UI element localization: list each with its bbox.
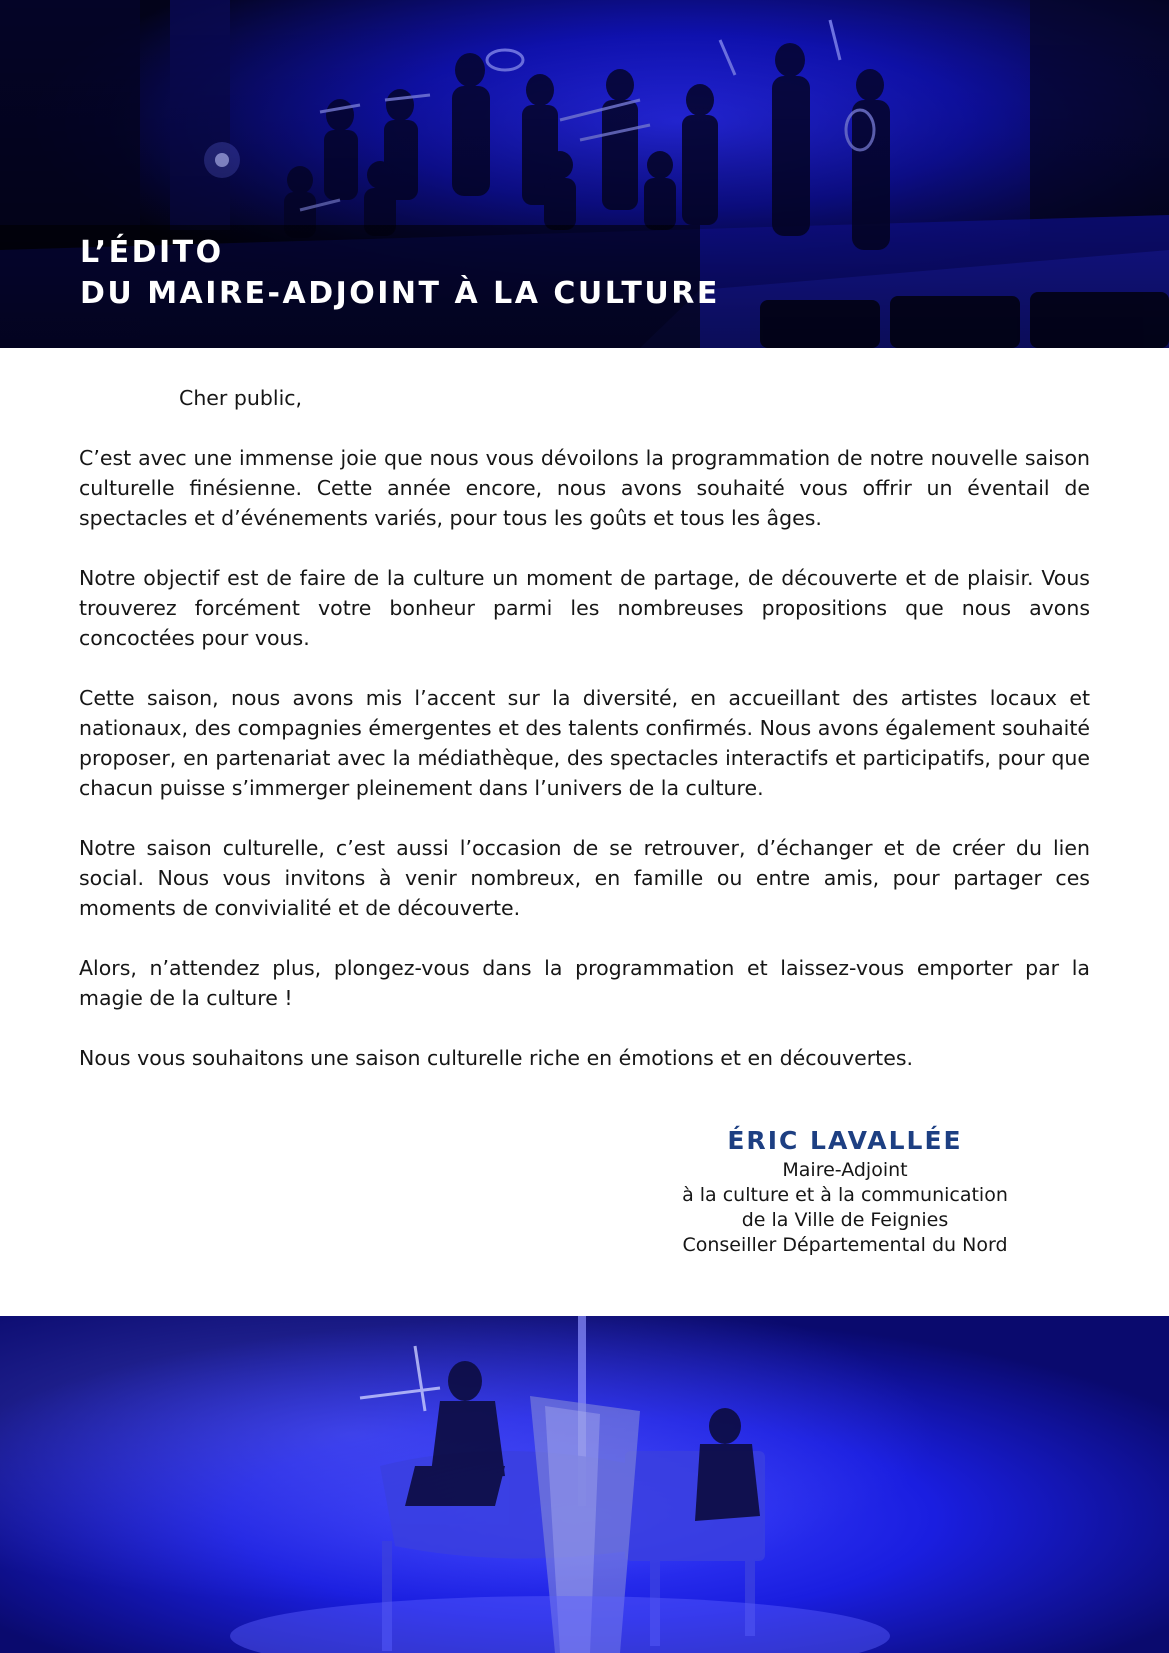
paragraph: Notre saison culturelle, c’est aussi l’occasion de se retrouver, d’échanger et de créer du lien social. Nous vous invitons à venir nombreux, en famille ou entre amis, pour partager ces moments de convivialité et de découverte.: [79, 836, 1090, 920]
paragraph: C’est avec une immense joie que nous vous dévoilons la programmation de notre nouvelle saison culturelle finésienne. Cette année encore, nous avons souhaité vous offrir un éventail de spectacles et d’événements variés, pour tous les goûts et tous les âges.: [79, 446, 1090, 530]
paragraph: Nous vous souhaitons une saison culturelle riche en émotions et en découvertes.: [79, 1046, 914, 1070]
title-line-1: L’ÉDITO: [80, 235, 224, 270]
violin-piano-stage-photo: [0, 1316, 1169, 1653]
signatory-mandate: Conseiller Départemental du Nord: [682, 1234, 1008, 1256]
paragraph: Cette saison, nous avons mis l’accent sur la diversité, en accueillant des artistes locaux et nationaux, des compagnies émergentes et des talents confirmés. Nous avons également souhaité proposer, en partenariat avec la médiathèque, des spectacles interactifs et participatifs, pour que chacun puisse s’immerger pleinement dans l’univers de la culture.: [79, 686, 1090, 800]
salutation: Cher public,: [179, 386, 303, 410]
paragraph: Alors, n’attendez plus, plongez-vous dans la programmation et laissez-vous emporter par la magie de la culture !: [79, 956, 1090, 1010]
signatory-role: à la culture et à la communication: [682, 1184, 1008, 1206]
signature-block: [630, 1124, 1060, 1258]
bottom-banner: [0, 1316, 1169, 1653]
signatory-city: de la Ville de Feignies: [741, 1209, 949, 1231]
top-banner: [0, 0, 1169, 348]
signatory-name: ÉRIC LAVALLÉE: [727, 1126, 963, 1155]
page-title: [80, 232, 720, 314]
title-line-2: DU MAIRE-ADJOINT À LA CULTURE: [80, 276, 720, 311]
paragraph: Notre objectif est de faire de la culture un moment de partage, de découverte et de plaisir. Vous trouverez forcément votre bonheur parmi les nombreuses propositions que nous avons concoctées pour vous.: [79, 566, 1090, 650]
signatory-title: Maire-Adjoint: [782, 1159, 908, 1181]
letter-body: [79, 383, 1090, 1103]
